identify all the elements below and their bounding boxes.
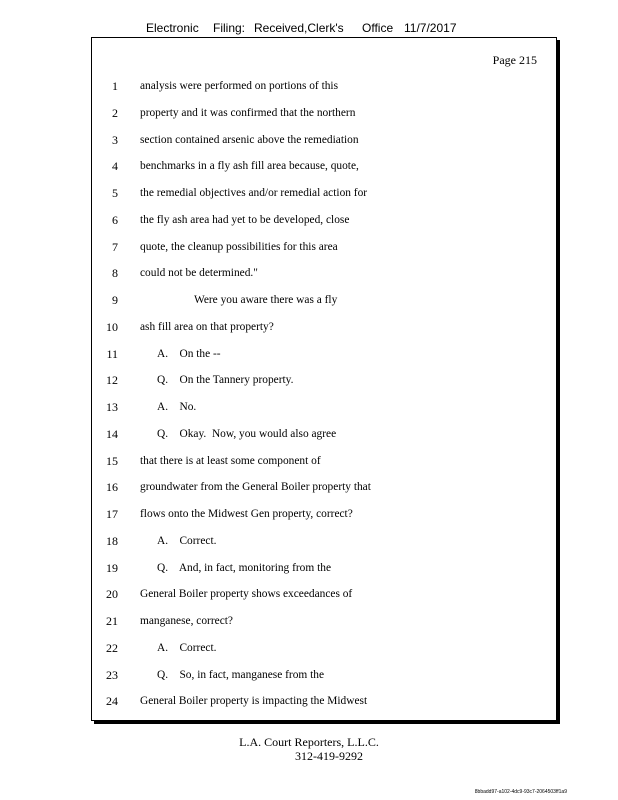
line-number: 19 (106, 560, 118, 575)
transcript-lines (92, 73, 556, 715)
line-text: A. On the -- (157, 347, 221, 360)
line-text: A. Correct. (157, 534, 217, 547)
transcript-line (92, 314, 556, 341)
filing-received: Received,Clerk's (254, 21, 344, 35)
transcript-line (92, 127, 556, 154)
transcript-line (92, 688, 556, 715)
line-number: 24 (106, 694, 118, 709)
line-number: 9 (112, 293, 118, 307)
transcript-line (92, 234, 556, 261)
line-text: manganese, correct? (140, 615, 233, 627)
line-number: 13 (106, 400, 118, 414)
line-text: flows onto the Midwest Gen property, correct? (140, 508, 353, 520)
transcript-line (92, 501, 556, 528)
transcript-line (92, 180, 556, 207)
footer-phone: 312-419-9292 (295, 749, 363, 763)
line-number: 14 (106, 426, 118, 441)
line-text: Q. So, in fact, manganese from the (157, 668, 325, 681)
line-text: the fly ash area had yet to be developed, close (140, 213, 350, 226)
transcript-page (91, 37, 557, 721)
transcript-line (92, 635, 556, 662)
line-text: the remedial objectives and/or remedial action for (140, 187, 368, 199)
transcript-line (92, 341, 556, 368)
transcript-line (92, 100, 556, 127)
line-number: 10 (106, 319, 118, 334)
line-number: 17 (106, 507, 118, 521)
line-text: section contained arsenic above the remediation (140, 133, 359, 146)
transcript-line (92, 555, 556, 582)
transcript-line (92, 474, 556, 501)
transcript-line (92, 608, 556, 635)
transcript-line (92, 367, 556, 394)
line-number: 16 (106, 480, 118, 495)
filing-label: Filing: (213, 21, 246, 35)
transcript-line (92, 448, 556, 475)
line-number: 3 (112, 132, 118, 147)
line-text: analysis were performed on portions of this (140, 80, 339, 92)
line-text: Q. Okay. Now, you would also agree (157, 427, 337, 440)
line-number: 5 (112, 186, 118, 200)
line-number: 12 (106, 373, 118, 388)
line-number: 22 (106, 640, 118, 655)
line-number: 18 (106, 533, 118, 548)
line-text: groundwater from the General Boiler property that (140, 481, 371, 494)
line-number: 6 (112, 212, 118, 227)
footer (0, 735, 618, 763)
line-number: 20 (106, 587, 118, 602)
transcript-line (92, 528, 556, 555)
filing-header (0, 21, 618, 37)
line-text: Were you aware there was a fly (194, 294, 338, 306)
line-text: property and it was confirmed that the northern (140, 106, 356, 119)
line-number: 2 (112, 105, 118, 120)
filing-office: Office (362, 21, 394, 35)
line-text: quote, the cleanup possibilities for this area (140, 240, 338, 253)
line-number: 7 (112, 239, 118, 254)
line-text: General Boiler property shows exceedances of (140, 588, 353, 601)
footer-company: L.A. Court Reporters, L.L.C. (239, 735, 379, 749)
line-number: 15 (106, 453, 118, 468)
document-hash: 8bbadd97-a102-4dc9-93c7-2064503ff1a9 (474, 789, 567, 795)
transcript-line (92, 73, 556, 100)
line-text: Q. On the Tannery property. (157, 374, 294, 387)
transcript-line (92, 153, 556, 180)
line-text: ash fill area on that property? (140, 320, 274, 333)
line-text: A. No. (157, 401, 197, 413)
transcript-line (92, 581, 556, 608)
line-text: benchmarks in a fly ash fill area because, quote, (140, 160, 359, 173)
filing-electronic: Electronic (146, 21, 199, 35)
line-number: 4 (112, 159, 118, 174)
transcript-line (92, 394, 556, 421)
line-text: General Boiler property is impacting the Midwest (140, 695, 368, 708)
filing-date: 11/7/2017 (404, 21, 457, 35)
line-text: could not be determined." (140, 267, 258, 280)
transcript-line (92, 662, 556, 689)
transcript-line (92, 207, 556, 234)
transcript-line (92, 421, 556, 448)
transcript-line (92, 287, 556, 314)
line-number: 1 (112, 79, 118, 93)
page-number: Page 215 (492, 53, 537, 67)
line-number: 23 (106, 667, 118, 682)
line-text: A. Correct. (157, 641, 217, 654)
line-number: 21 (106, 614, 118, 628)
line-text: that there is at least some component of (140, 454, 321, 467)
line-text: Q. And, in fact, monitoring from the (157, 561, 331, 574)
line-number: 11 (106, 346, 118, 361)
line-number: 8 (112, 266, 118, 281)
transcript-line (92, 260, 556, 287)
